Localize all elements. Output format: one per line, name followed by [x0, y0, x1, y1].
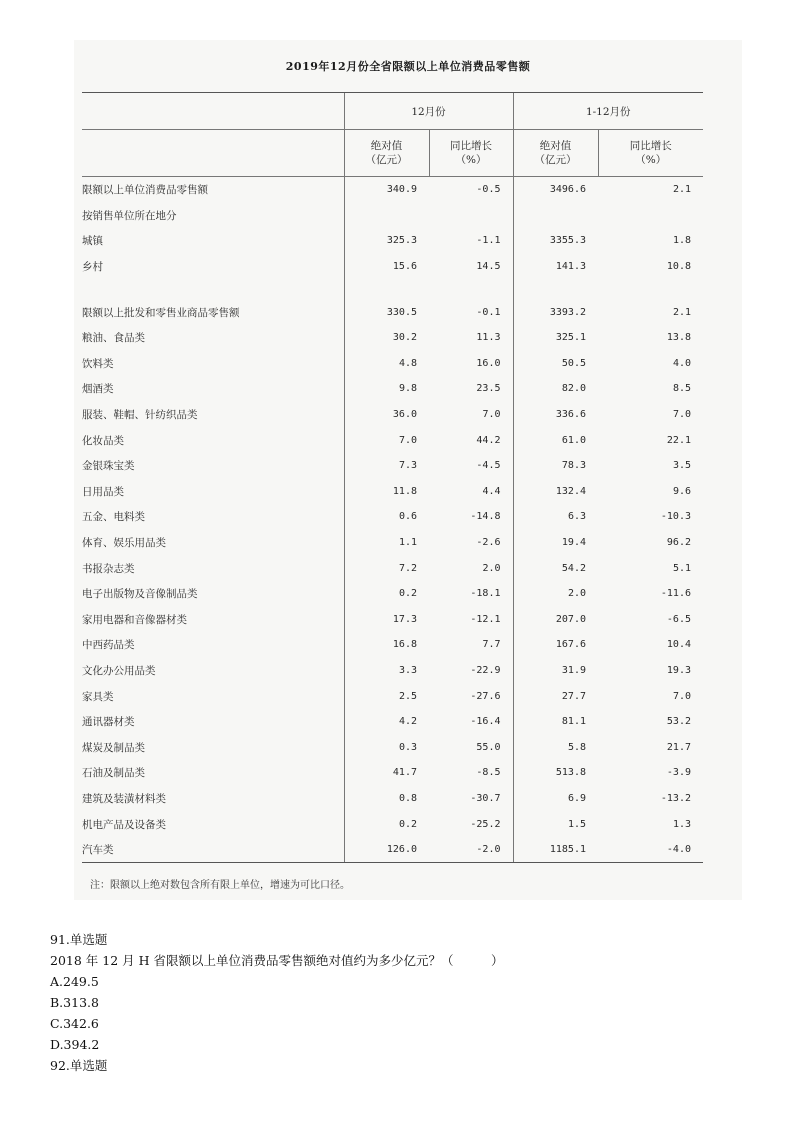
row-label: 粮油、食品类 — [82, 332, 145, 345]
dec-growth-cell: -30.7 — [470, 792, 501, 804]
ytd-growth-cell: 21.7 — [666, 741, 691, 753]
table-row — [82, 709, 703, 735]
ytd-growth-cell: -13.2 — [660, 792, 691, 804]
table-row — [82, 453, 703, 479]
dec-value-cell — [344, 203, 429, 229]
retail-sales-table — [82, 92, 703, 863]
table-row — [82, 734, 703, 760]
ytd-value-cell: 31.9 — [513, 658, 598, 684]
ytd-value-cell: 81.1 — [513, 709, 598, 735]
ytd-growth-cell: 4.0 — [672, 357, 691, 369]
dec-value-cell: 41.7 — [344, 760, 429, 786]
ytd-value-cell: 3393.2 — [513, 299, 598, 325]
dec-value-cell: 36.0 — [344, 402, 429, 428]
ytd-value-cell: 141.3 — [513, 254, 598, 280]
ytd-growth-cell: 19.3 — [666, 664, 691, 676]
sub-header-dec-growth: 同比增长 （%） — [429, 130, 513, 177]
table-spacer-row — [82, 279, 703, 299]
table-footnote: 注：限额以上绝对数包含所有限上单位，增速为可比口径。 — [90, 880, 350, 891]
dec-growth-cell: 16.0 — [476, 357, 501, 369]
table-row — [82, 632, 703, 658]
ytd-value-cell: 27.7 — [513, 683, 598, 709]
row-label: 城镇 — [82, 235, 103, 248]
dec-growth-cell: -0.1 — [476, 306, 501, 318]
row-label: 煤炭及制品类 — [82, 741, 145, 754]
ytd-value-cell: 336.6 — [513, 402, 598, 428]
table-row — [82, 427, 703, 453]
dec-value-cell: 7.0 — [344, 427, 429, 453]
dec-growth-cell: 2.0 — [482, 562, 501, 574]
dec-growth-cell: 7.0 — [482, 409, 501, 421]
dec-growth-cell: 44.2 — [476, 434, 501, 446]
row-label: 限额以上批发和零售业商品零售额 — [82, 306, 240, 319]
dec-value-cell: 0.6 — [344, 504, 429, 530]
dec-value-cell: 0.2 — [344, 581, 429, 607]
ytd-value-cell: 61.0 — [513, 427, 598, 453]
dec-value-cell: 15.6 — [344, 254, 429, 280]
table-row — [82, 228, 703, 254]
dec-value-cell: 330.5 — [344, 299, 429, 325]
ytd-growth-cell: 2.1 — [672, 306, 691, 318]
table-row — [82, 683, 703, 709]
dec-value-cell: 0.2 — [344, 811, 429, 837]
ytd-value-cell: 82.0 — [513, 376, 598, 402]
ytd-growth-cell: -3.9 — [666, 767, 691, 779]
ytd-growth-cell: 7.0 — [672, 409, 691, 421]
ytd-growth-cell: -4.0 — [598, 837, 703, 863]
ytd-growth-cell: -11.6 — [660, 588, 691, 600]
ytd-growth-cell: -10.3 — [660, 511, 691, 523]
row-label: 机电产品及设备类 — [82, 818, 166, 831]
row-label: 乡村 — [82, 261, 103, 274]
ytd-value-cell: 1.5 — [513, 811, 598, 837]
table-row — [82, 177, 703, 203]
ytd-growth-cell: 96.2 — [666, 537, 691, 549]
question-91-option-d: D.394.2 — [50, 1037, 100, 1052]
dec-growth-cell: 7.7 — [482, 639, 501, 651]
ytd-growth-cell: 13.8 — [666, 332, 691, 344]
ytd-value-cell: 207.0 — [513, 607, 598, 633]
dec-value-cell: 16.8 — [344, 632, 429, 658]
table-row — [82, 555, 703, 581]
row-label: 五金、电料类 — [82, 511, 145, 524]
group-header-year-to-date: 1-12月份 — [513, 93, 703, 130]
question-91-option-b: B.313.8 — [50, 995, 99, 1010]
dec-value-cell: 30.2 — [344, 325, 429, 351]
ytd-growth-cell: 1.8 — [672, 235, 691, 247]
table-row — [82, 786, 703, 812]
ytd-value-cell: 78.3 — [513, 453, 598, 479]
ytd-growth-cell: 10.8 — [666, 261, 691, 273]
sub-header-ytd-growth: 同比增长 （%） — [598, 130, 703, 177]
table-row — [82, 581, 703, 607]
dec-value-cell: 7.3 — [344, 453, 429, 479]
table-row — [82, 530, 703, 556]
dec-value-cell: 0.3 — [344, 734, 429, 760]
ytd-growth-cell: 10.4 — [666, 639, 691, 651]
dec-growth-cell: -2.6 — [476, 537, 501, 549]
ytd-value-cell: 6.3 — [513, 504, 598, 530]
spacer-cell — [513, 279, 598, 299]
sub-header-ytd-value: 绝对值 （亿元） — [513, 130, 598, 177]
dec-growth-cell: -27.6 — [470, 690, 501, 702]
table-row — [82, 760, 703, 786]
ytd-value-cell: 5.8 — [513, 734, 598, 760]
ytd-value-cell: 19.4 — [513, 530, 598, 556]
table-row — [82, 402, 703, 428]
ytd-growth-cell: 8.5 — [672, 383, 691, 395]
table-row — [82, 203, 703, 229]
table-row — [82, 325, 703, 351]
row-label: 服装、鞋帽、针纺织品类 — [82, 409, 198, 422]
dec-value-cell: 7.2 — [344, 555, 429, 581]
table-row — [82, 254, 703, 280]
dec-value-cell: 3.3 — [344, 658, 429, 684]
row-label: 石油及制品类 — [82, 767, 145, 780]
dec-growth-cell: -8.5 — [476, 767, 501, 779]
ytd-growth-cell: 7.0 — [672, 690, 691, 702]
dec-growth-cell: -12.1 — [470, 613, 501, 625]
dec-growth-cell: 55.0 — [476, 741, 501, 753]
question-92-number: 92.单选题 — [50, 1058, 108, 1073]
dec-growth-cell: -0.5 — [476, 184, 501, 196]
dec-growth-cell: -25.2 — [470, 818, 501, 830]
dec-value-cell: 4.2 — [344, 709, 429, 735]
table-row — [82, 811, 703, 837]
dec-growth-cell: 11.3 — [476, 332, 501, 344]
ytd-value-cell — [513, 203, 598, 229]
spacer-cell — [598, 279, 703, 299]
group-header-december: 12月份 — [344, 93, 513, 130]
spacer-cell — [82, 279, 344, 299]
dec-growth-cell: 14.5 — [476, 261, 501, 273]
question-91-option-c: C.342.6 — [50, 1016, 99, 1031]
dec-growth-cell: 4.4 — [482, 485, 501, 497]
ytd-value-cell: 54.2 — [513, 555, 598, 581]
dec-value-cell: 325.3 — [344, 228, 429, 254]
table-row — [82, 376, 703, 402]
question-91-number: 91.单选题 — [50, 932, 108, 947]
dec-value-cell: 17.3 — [344, 607, 429, 633]
ytd-growth-cell: 9.6 — [672, 485, 691, 497]
row-label: 汽车类 — [82, 837, 344, 863]
dec-growth-cell: 23.5 — [476, 383, 501, 395]
ytd-value-cell: 2.0 — [513, 581, 598, 607]
table-body — [82, 177, 703, 863]
table-row — [82, 658, 703, 684]
table-sub-header-row — [82, 130, 703, 177]
row-label: 电子出版物及音像制品类 — [82, 588, 198, 601]
dec-value-cell: 9.8 — [344, 376, 429, 402]
row-label: 建筑及装潢材料类 — [82, 792, 166, 805]
ytd-value-cell: 6.9 — [513, 786, 598, 812]
ytd-growth-cell — [598, 203, 703, 229]
ytd-growth-cell: 5.1 — [672, 562, 691, 574]
ytd-growth-cell: 2.1 — [672, 184, 691, 196]
sub-header-dec-value: 绝对值 （亿元） — [344, 130, 429, 177]
table-row — [82, 351, 703, 377]
dec-growth-cell: -2.0 — [429, 837, 513, 863]
table-row — [82, 607, 703, 633]
dec-value-cell: 126.0 — [344, 837, 429, 863]
row-label: 化妆品类 — [82, 434, 124, 447]
row-label: 书报杂志类 — [82, 562, 135, 575]
table-row — [82, 504, 703, 530]
ytd-value-cell: 1185.1 — [513, 837, 598, 863]
dec-value-cell: 0.8 — [344, 786, 429, 812]
dec-value-cell: 1.1 — [344, 530, 429, 556]
row-label: 家用电器和音像器材类 — [82, 613, 187, 626]
dec-value-cell: 340.9 — [344, 177, 429, 203]
header-blank-cell — [82, 93, 344, 130]
table-row — [82, 479, 703, 505]
dec-growth-cell: -4.5 — [476, 460, 501, 472]
table-title: 2019年12月份全省限额以上单位消费品零售额 — [285, 60, 531, 73]
ytd-growth-cell: 1.3 — [672, 818, 691, 830]
table-group-header-row — [82, 93, 703, 130]
table-row — [82, 299, 703, 325]
ytd-value-cell: 50.5 — [513, 351, 598, 377]
row-label: 体育、娱乐用品类 — [82, 537, 166, 550]
ytd-growth-cell: 53.2 — [666, 716, 691, 728]
table-row — [82, 837, 703, 863]
row-label: 按销售单位所在地分 — [82, 209, 177, 222]
row-label: 限额以上单位消费品零售额 — [82, 184, 208, 197]
dec-growth-cell: -14.8 — [470, 511, 501, 523]
row-label: 中西药品类 — [82, 639, 135, 652]
row-label: 日用品类 — [82, 485, 124, 498]
spacer-cell — [429, 279, 513, 299]
dec-growth-cell: -1.1 — [476, 235, 501, 247]
row-label: 文化办公用品类 — [82, 664, 156, 677]
row-label: 家具类 — [82, 690, 114, 703]
header-blank-cell — [82, 130, 344, 177]
ytd-value-cell: 3496.6 — [513, 177, 598, 203]
dec-growth-cell: -22.9 — [470, 664, 501, 676]
dec-value-cell: 4.8 — [344, 351, 429, 377]
ytd-value-cell: 513.8 — [513, 760, 598, 786]
spacer-cell — [344, 279, 429, 299]
ytd-value-cell: 3355.3 — [513, 228, 598, 254]
dec-growth-cell — [429, 203, 513, 229]
row-label: 金银珠宝类 — [82, 460, 135, 473]
ytd-growth-cell: -6.5 — [666, 613, 691, 625]
row-label: 通讯器材类 — [82, 716, 135, 729]
dec-growth-cell: -16.4 — [470, 716, 501, 728]
question-91-stem: 2018 年 12 月 H 省限额以上单位消费品零售额绝对值约为多少亿元？（ ） — [50, 953, 504, 968]
ytd-value-cell: 325.1 — [513, 325, 598, 351]
ytd-growth-cell: 3.5 — [672, 460, 691, 472]
ytd-value-cell: 132.4 — [513, 479, 598, 505]
row-label: 烟酒类 — [82, 383, 114, 396]
dec-growth-cell: -18.1 — [470, 588, 501, 600]
ytd-value-cell: 167.6 — [513, 632, 598, 658]
dec-value-cell: 11.8 — [344, 479, 429, 505]
dec-value-cell: 2.5 — [344, 683, 429, 709]
ytd-growth-cell: 22.1 — [666, 434, 691, 446]
question-91-option-a: A.249.5 — [50, 974, 99, 989]
row-label: 饮料类 — [82, 357, 114, 370]
